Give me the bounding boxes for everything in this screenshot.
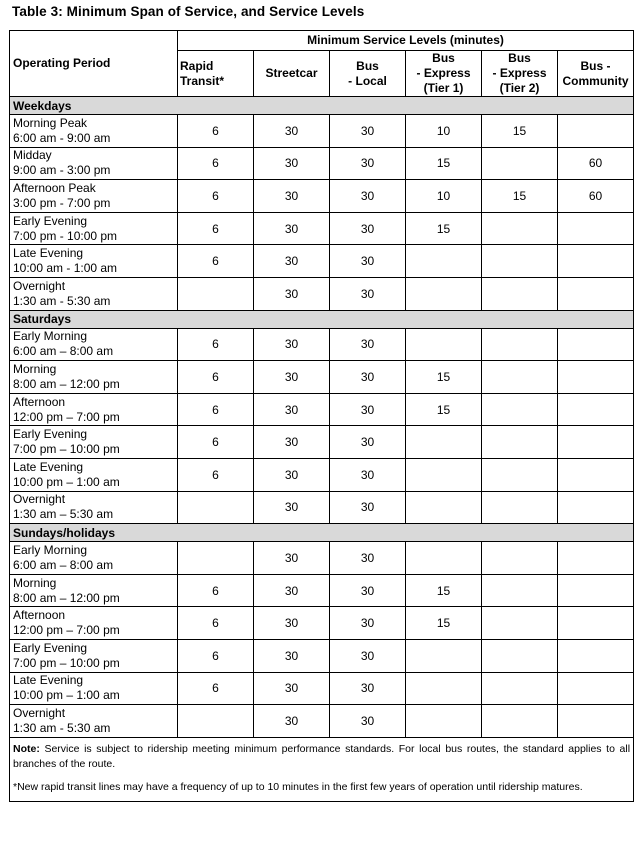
value-cell bbox=[558, 328, 634, 361]
value-cell: 30 bbox=[330, 180, 406, 213]
period-name: Early Evening bbox=[13, 213, 88, 228]
period-time: 6:00 am - 9:00 am bbox=[13, 130, 111, 145]
value-cell: 6 bbox=[178, 147, 254, 180]
period-cell bbox=[10, 458, 178, 491]
table-row bbox=[10, 328, 634, 361]
value-cell: 30 bbox=[254, 639, 330, 672]
value-cell bbox=[482, 212, 558, 245]
value-cell: 30 bbox=[254, 491, 330, 524]
column-header bbox=[482, 51, 558, 97]
value-cell: 30 bbox=[330, 328, 406, 361]
value-cell: 6 bbox=[178, 574, 254, 607]
value-cell: 30 bbox=[254, 328, 330, 361]
section-row bbox=[10, 524, 634, 542]
value-cell: 30 bbox=[330, 607, 406, 640]
column-header bbox=[330, 51, 406, 97]
value-cell bbox=[558, 426, 634, 459]
value-cell: 30 bbox=[330, 705, 406, 738]
period-cell bbox=[10, 542, 178, 575]
period-time: 7:00 pm - 10:00 pm bbox=[13, 228, 118, 243]
period-name: Late Evening bbox=[13, 459, 84, 474]
value-cell bbox=[482, 361, 558, 394]
value-cell bbox=[558, 491, 634, 524]
value-cell: 30 bbox=[330, 491, 406, 524]
value-cell bbox=[558, 245, 634, 278]
value-cell bbox=[406, 542, 482, 575]
table-row bbox=[10, 672, 634, 705]
period-name: Early Morning bbox=[13, 329, 88, 344]
value-cell bbox=[482, 705, 558, 738]
value-cell: 30 bbox=[330, 361, 406, 394]
value-cell: 6 bbox=[178, 115, 254, 148]
column-header bbox=[406, 51, 482, 97]
period-name: Early Evening bbox=[13, 640, 88, 655]
period-cell bbox=[10, 328, 178, 361]
table-row bbox=[10, 393, 634, 426]
value-cell: 30 bbox=[254, 458, 330, 491]
value-cell bbox=[558, 639, 634, 672]
column-header-line: Transit* bbox=[180, 73, 225, 88]
period-time: 7:00 pm – 10:00 pm bbox=[13, 655, 120, 670]
period-cell bbox=[10, 639, 178, 672]
value-cell: 30 bbox=[330, 245, 406, 278]
column-header-line: (Tier 1) bbox=[423, 81, 464, 95]
table-row bbox=[10, 277, 634, 310]
column-header-line: Bus bbox=[356, 58, 379, 73]
value-cell: 30 bbox=[330, 672, 406, 705]
value-cell: 6 bbox=[178, 458, 254, 491]
section-row bbox=[10, 97, 634, 115]
value-cell: 15 bbox=[406, 574, 482, 607]
table-row bbox=[10, 491, 634, 524]
value-cell: 30 bbox=[254, 147, 330, 180]
value-cell bbox=[482, 245, 558, 278]
value-cell: 30 bbox=[330, 542, 406, 575]
value-cell: 30 bbox=[254, 542, 330, 575]
value-cell bbox=[482, 277, 558, 310]
value-cell bbox=[558, 542, 634, 575]
period-name: Early Morning bbox=[13, 542, 88, 557]
value-cell: 10 bbox=[406, 180, 482, 213]
period-cell bbox=[10, 393, 178, 426]
period-cell bbox=[10, 147, 178, 180]
value-cell bbox=[178, 705, 254, 738]
value-cell bbox=[482, 426, 558, 459]
period-cell bbox=[10, 574, 178, 607]
period-time: 10:00 pm – 1:00 am bbox=[13, 688, 120, 703]
section-title: Weekdays bbox=[10, 97, 634, 115]
value-cell bbox=[482, 574, 558, 607]
value-cell: 15 bbox=[406, 212, 482, 245]
table-row bbox=[10, 574, 634, 607]
service-levels-group-header: Minimum Service Levels (minutes) bbox=[178, 31, 634, 51]
value-cell bbox=[482, 607, 558, 640]
value-cell: 60 bbox=[558, 180, 634, 213]
section-title: Saturdays bbox=[10, 310, 634, 328]
period-cell bbox=[10, 705, 178, 738]
value-cell bbox=[482, 672, 558, 705]
period-time: 8:00 am – 12:00 pm bbox=[13, 590, 120, 605]
table-row bbox=[10, 542, 634, 575]
value-cell: 6 bbox=[178, 426, 254, 459]
value-cell: 30 bbox=[254, 574, 330, 607]
value-cell bbox=[482, 328, 558, 361]
table-row bbox=[10, 705, 634, 738]
value-cell: 30 bbox=[254, 672, 330, 705]
value-cell bbox=[558, 361, 634, 394]
value-cell bbox=[558, 574, 634, 607]
column-header-line: - Express bbox=[492, 66, 547, 80]
value-cell: 30 bbox=[254, 212, 330, 245]
value-cell bbox=[406, 491, 482, 524]
period-cell bbox=[10, 245, 178, 278]
value-cell: 6 bbox=[178, 672, 254, 705]
table-row bbox=[10, 426, 634, 459]
value-cell: 15 bbox=[406, 361, 482, 394]
value-cell: 6 bbox=[178, 361, 254, 394]
value-cell: 30 bbox=[330, 458, 406, 491]
value-cell: 6 bbox=[178, 245, 254, 278]
period-time: 1:30 am - 5:30 am bbox=[13, 293, 111, 308]
period-name: Overnight bbox=[13, 278, 66, 293]
period-name: Afternoon bbox=[13, 394, 66, 409]
period-name: Morning bbox=[13, 361, 57, 376]
value-cell: 30 bbox=[330, 574, 406, 607]
service-levels-table bbox=[9, 30, 634, 802]
value-cell: 15 bbox=[406, 147, 482, 180]
period-cell bbox=[10, 607, 178, 640]
value-cell: 30 bbox=[254, 115, 330, 148]
value-cell: 30 bbox=[330, 639, 406, 672]
value-cell bbox=[406, 245, 482, 278]
section-title: Sundays/holidays bbox=[10, 524, 634, 542]
value-cell bbox=[178, 542, 254, 575]
value-cell bbox=[178, 277, 254, 310]
value-cell: 30 bbox=[330, 277, 406, 310]
table-row bbox=[10, 115, 634, 148]
period-name: Early Evening bbox=[13, 427, 88, 442]
value-cell: 30 bbox=[330, 393, 406, 426]
value-cell bbox=[178, 491, 254, 524]
value-cell bbox=[482, 542, 558, 575]
value-cell bbox=[406, 426, 482, 459]
table-row bbox=[10, 458, 634, 491]
section-row bbox=[10, 310, 634, 328]
period-cell bbox=[10, 180, 178, 213]
column-header-line: (Tier 2) bbox=[499, 81, 540, 95]
value-cell bbox=[406, 328, 482, 361]
period-cell bbox=[10, 672, 178, 705]
table-row bbox=[10, 639, 634, 672]
period-cell bbox=[10, 212, 178, 245]
value-cell: 15 bbox=[482, 115, 558, 148]
value-cell bbox=[406, 639, 482, 672]
table-row bbox=[10, 607, 634, 640]
value-cell: 30 bbox=[330, 212, 406, 245]
column-header-line: Bus bbox=[508, 51, 531, 65]
value-cell: 30 bbox=[254, 607, 330, 640]
column-header bbox=[178, 51, 254, 97]
value-cell: 15 bbox=[406, 393, 482, 426]
value-cell bbox=[558, 458, 634, 491]
note-label: Note: bbox=[13, 742, 40, 755]
table-row bbox=[10, 147, 634, 180]
period-time: 6:00 am – 8:00 am bbox=[13, 344, 114, 359]
value-cell bbox=[406, 672, 482, 705]
table-row bbox=[10, 212, 634, 245]
value-cell: 6 bbox=[178, 607, 254, 640]
column-header-line: Streetcar bbox=[265, 66, 318, 80]
period-name: Afternoon bbox=[13, 608, 66, 623]
column-header-line: - Express bbox=[416, 66, 471, 80]
value-cell bbox=[558, 607, 634, 640]
period-name: Late Evening bbox=[13, 246, 84, 261]
value-cell: 6 bbox=[178, 639, 254, 672]
period-cell bbox=[10, 277, 178, 310]
note-cell bbox=[10, 737, 634, 801]
value-cell: 6 bbox=[178, 180, 254, 213]
value-cell: 6 bbox=[178, 393, 254, 426]
value-cell bbox=[558, 212, 634, 245]
footnote-text: *New rapid transit lines may have a frequency of up to 10 minutes in the first few years of operation until ridership matures. bbox=[13, 780, 583, 793]
value-cell bbox=[558, 115, 634, 148]
period-time: 12:00 pm – 7:00 pm bbox=[13, 623, 120, 638]
period-time: 3:00 pm - 7:00 pm bbox=[13, 195, 111, 210]
period-time: 6:00 am – 8:00 am bbox=[13, 557, 114, 572]
value-cell bbox=[482, 393, 558, 426]
period-name: Overnight bbox=[13, 705, 66, 720]
value-cell bbox=[482, 147, 558, 180]
value-cell: 30 bbox=[254, 245, 330, 278]
value-cell: 30 bbox=[254, 361, 330, 394]
value-cell bbox=[558, 672, 634, 705]
value-cell: 6 bbox=[178, 328, 254, 361]
value-cell: 6 bbox=[178, 212, 254, 245]
table-row bbox=[10, 361, 634, 394]
value-cell: 30 bbox=[254, 277, 330, 310]
value-cell bbox=[482, 491, 558, 524]
operating-period-header: Operating Period bbox=[10, 31, 178, 97]
table-title: Table 3: Minimum Span of Service, and Service Levels bbox=[12, 4, 365, 19]
table-row bbox=[10, 245, 634, 278]
note-text: Service is subject to ridership meeting minimum performance standards. For local bus routes, the standard applies to all branches of the route. bbox=[13, 742, 631, 770]
period-name: Morning Peak bbox=[13, 115, 88, 130]
period-cell bbox=[10, 115, 178, 148]
value-cell bbox=[406, 705, 482, 738]
period-name: Late Evening bbox=[13, 673, 84, 688]
period-name: Afternoon Peak bbox=[13, 180, 96, 195]
period-cell bbox=[10, 491, 178, 524]
value-cell: 60 bbox=[558, 147, 634, 180]
value-cell bbox=[406, 277, 482, 310]
value-cell: 10 bbox=[406, 115, 482, 148]
value-cell: 30 bbox=[254, 426, 330, 459]
period-name: Overnight bbox=[13, 492, 66, 507]
column-header-line: Rapid bbox=[180, 58, 214, 73]
value-cell: 15 bbox=[406, 607, 482, 640]
period-cell bbox=[10, 361, 178, 394]
period-time: 1:30 am - 5:30 am bbox=[13, 720, 111, 735]
period-name: Morning bbox=[13, 575, 57, 590]
period-time: 7:00 pm – 10:00 pm bbox=[13, 442, 120, 457]
column-header-line: Bus bbox=[432, 51, 455, 65]
value-cell bbox=[558, 393, 634, 426]
value-cell: 15 bbox=[482, 180, 558, 213]
value-cell: 30 bbox=[254, 393, 330, 426]
period-time: 1:30 am – 5:30 am bbox=[13, 507, 114, 522]
value-cell: 30 bbox=[254, 180, 330, 213]
column-header bbox=[558, 51, 634, 97]
column-header bbox=[254, 51, 330, 97]
value-cell: 30 bbox=[330, 115, 406, 148]
value-cell: 30 bbox=[330, 426, 406, 459]
period-time: 10:00 pm – 1:00 am bbox=[13, 474, 120, 489]
period-time: 8:00 am – 12:00 pm bbox=[13, 376, 120, 391]
column-header-line: Bus - bbox=[580, 58, 611, 73]
table-row bbox=[10, 180, 634, 213]
value-cell bbox=[558, 705, 634, 738]
column-header-line: Community bbox=[562, 73, 629, 88]
value-cell bbox=[482, 458, 558, 491]
column-header-line: - Local bbox=[348, 73, 387, 88]
value-cell bbox=[482, 639, 558, 672]
value-cell: 30 bbox=[254, 705, 330, 738]
value-cell: 30 bbox=[330, 147, 406, 180]
period-time: 9:00 am - 3:00 pm bbox=[13, 163, 111, 178]
value-cell bbox=[558, 277, 634, 310]
period-name: Midday bbox=[13, 148, 52, 163]
value-cell bbox=[406, 458, 482, 491]
period-cell bbox=[10, 426, 178, 459]
period-time: 10:00 am - 1:00 am bbox=[13, 261, 118, 276]
period-time: 12:00 pm – 7:00 pm bbox=[13, 409, 120, 424]
